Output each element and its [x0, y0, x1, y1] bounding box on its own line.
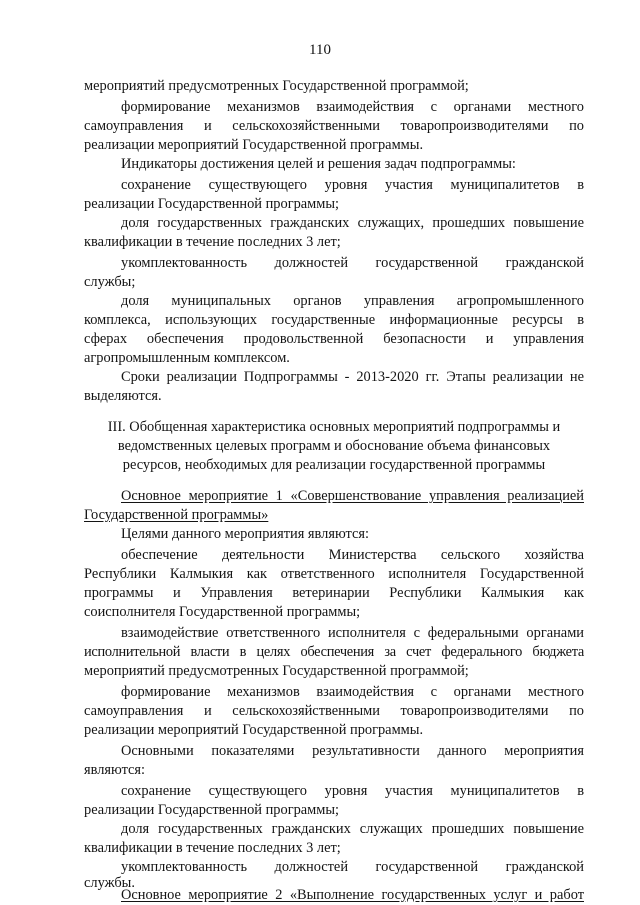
text-line: являются:	[84, 762, 146, 778]
text-line: квалификации в течение последних 3 лет;	[84, 840, 341, 856]
text-line: мероприятий предусмотренных Государственной программой;	[84, 78, 469, 94]
section-heading: ведомственных целевых программ и обоснование объема финансовых	[117, 438, 551, 454]
section-heading: ресурсов, необходимых для реализации государственной программы	[122, 457, 546, 473]
text-line: Республики Калмыкия как ответственного исполнителя Государственной	[84, 566, 584, 582]
text-line: укомплектованность должностей государственной гражданской	[121, 859, 584, 875]
text-line: реализации Государственной программы;	[84, 802, 340, 818]
measure-title: Основное мероприятие 1 «Совершенствование управления реализацией	[121, 488, 584, 504]
text-line: соисполнителя Государственной программы;	[84, 604, 361, 620]
text-line: сохранение существующего уровня участия муниципалитетов в	[121, 177, 584, 193]
text-line: мероприятий предусмотренных Государственной программой;	[84, 663, 469, 679]
text-line: квалификации в течение последних 3 лет;	[84, 234, 341, 250]
text-line: самоуправления и сельскохозяйственными товаропроизводителями по	[84, 118, 584, 134]
text-line: исполнительной власти в целях обеспечения за счет федерального бюджета	[84, 644, 584, 660]
text-line: самоуправления и сельскохозяйственными товаропроизводителями по	[84, 703, 584, 719]
text-line: реализации мероприятий Государственной программы.	[84, 137, 424, 153]
text-line: взаимодействие ответственного исполнителя с федеральными органами	[121, 625, 584, 641]
text-line: службы;	[84, 274, 136, 290]
text-line: комплекса, использующих государственные информационные ресурсы в	[84, 312, 584, 328]
measure-title: Основное мероприятие 2 «Выполнение государственных услуг и работ	[121, 887, 584, 903]
text-line: укомплектованность должностей государственной гражданской	[121, 255, 584, 271]
text-line: реализации мероприятий Государственной программы.	[84, 722, 424, 738]
text-line: формирование механизмов взаимодействия с органами местного	[121, 99, 584, 115]
text-line: формирование механизмов взаимодействия с органами местного	[121, 684, 584, 700]
text-line: сферах обеспечения продовольственной безопасности и управления	[84, 331, 584, 347]
text-line: агропромышленным комплексом.	[84, 350, 290, 366]
measure-title: Государственной программы»	[84, 507, 269, 523]
page-number: 110	[309, 42, 331, 58]
text-line: доля государственных гражданских служащих прошедших повышение	[121, 821, 584, 837]
text-line: Сроки реализации Подпрограммы - 2013-2020 гг. Этапы реализации не	[121, 369, 584, 385]
text-line: обеспечение деятельности Министерства сельского хозяйства	[121, 547, 584, 563]
text-line: доля государственных гражданских служащих, прошедших повышение	[121, 215, 584, 231]
text-line: доля муниципальных органов управления агропромышленного	[121, 293, 584, 309]
section-heading: III. Обобщенная характеристика основных мероприятий подпрограммы и	[107, 419, 561, 435]
text-line: службы.	[84, 875, 135, 891]
text-line: Основными показателями результативности данного мероприятия	[121, 743, 584, 759]
text-line: Индикаторы достижения целей и решения задач подпрограммы:	[121, 156, 516, 172]
text-line: реализации Государственной программы;	[84, 196, 340, 212]
text-line: программы и Управления ветеринарии Республики Калмыкия как	[84, 585, 584, 601]
text-line: сохранение существующего уровня участия муниципалитетов в	[121, 783, 584, 799]
text-line: Целями данного мероприятия являются:	[121, 526, 369, 542]
text-line: выделяются.	[84, 388, 162, 404]
